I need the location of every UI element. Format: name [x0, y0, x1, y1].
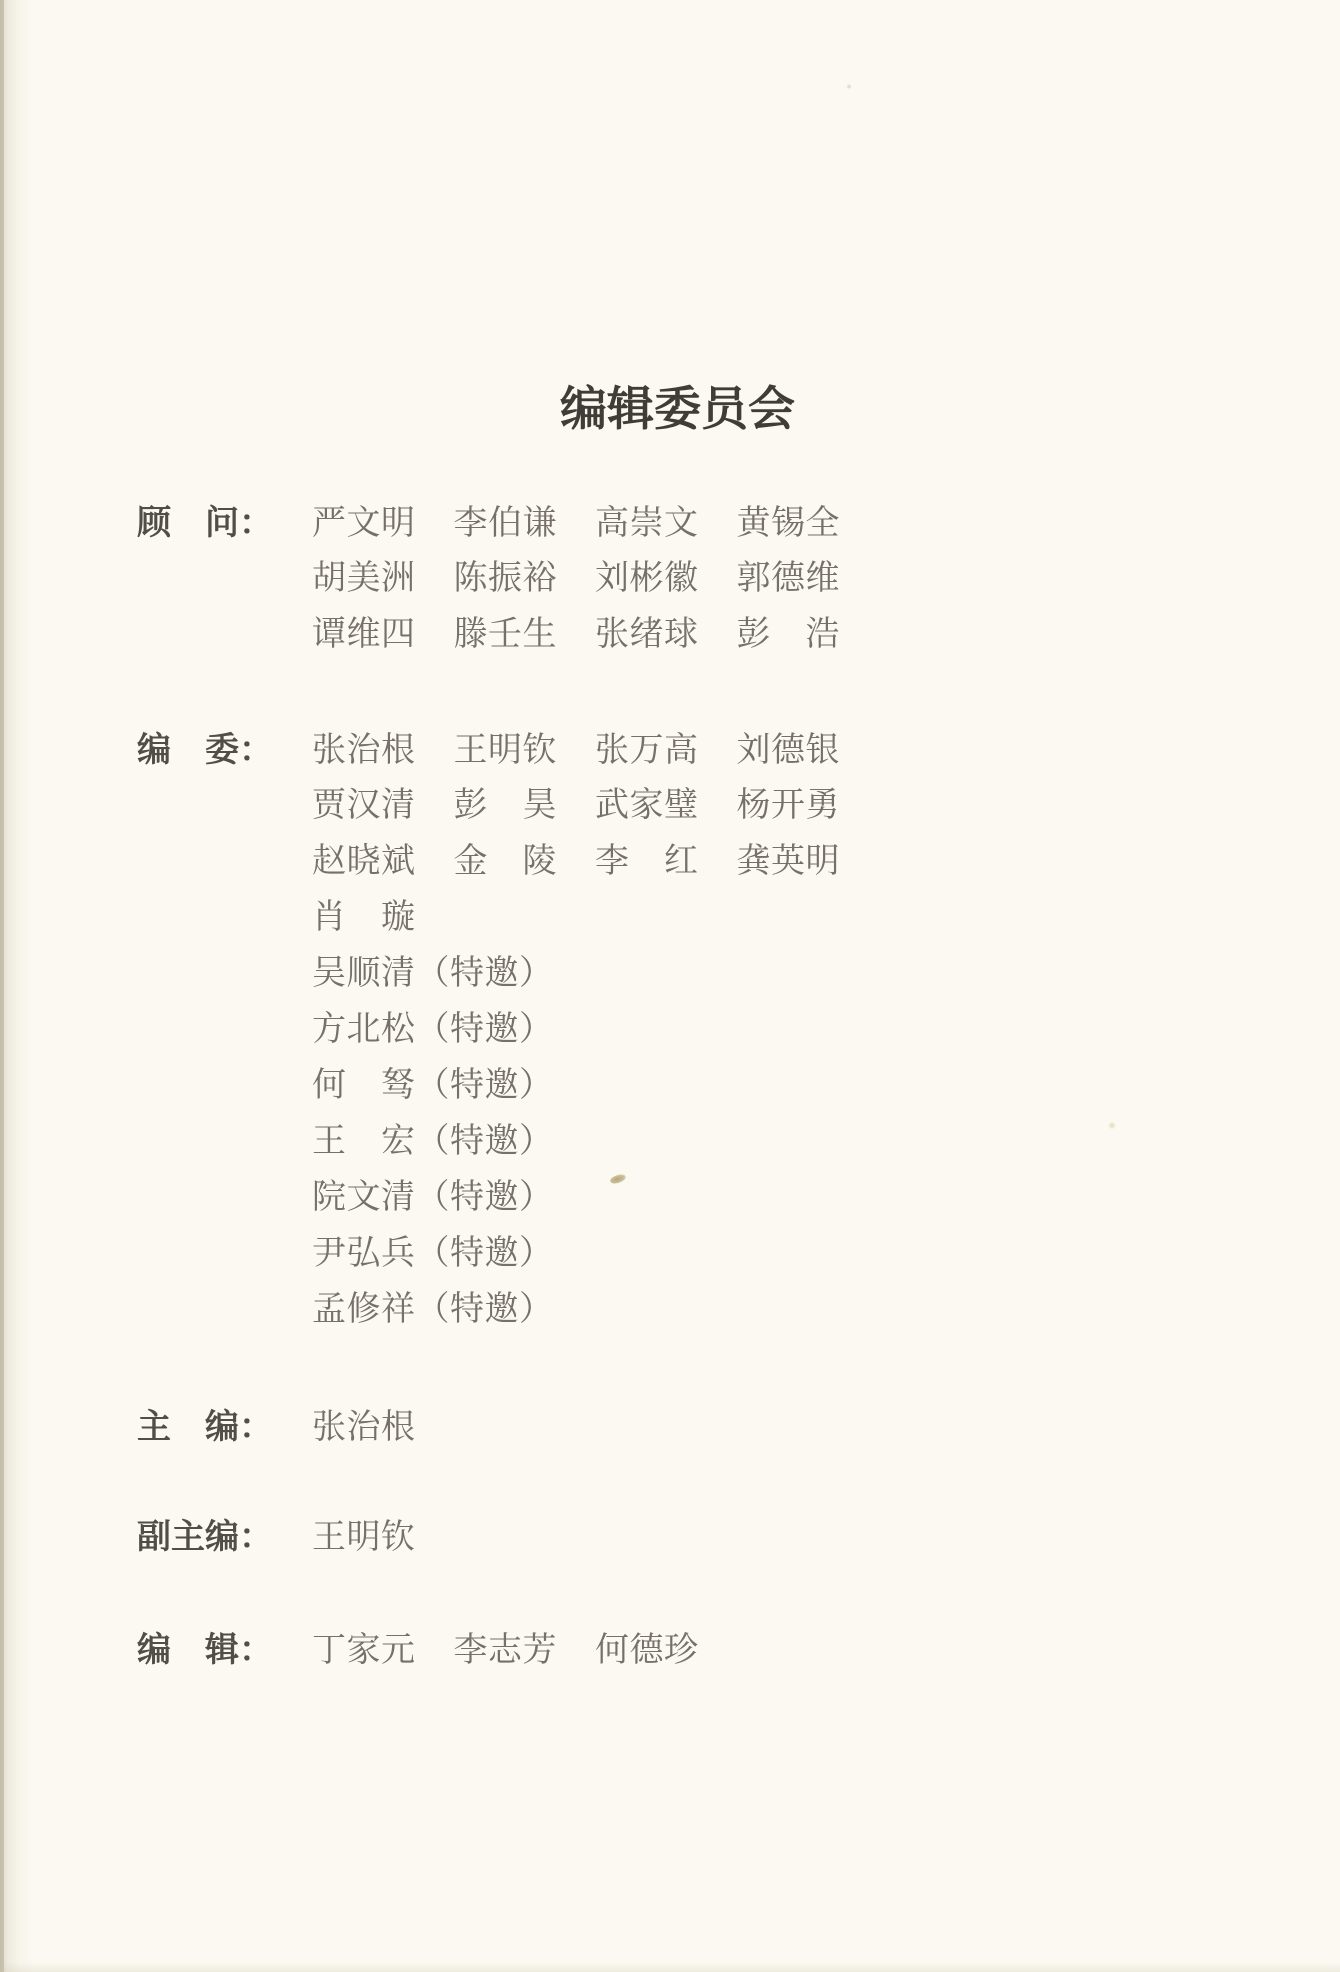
- scan-edge-shadow: [0, 0, 34, 1972]
- person-name: 肖 璇: [312, 899, 416, 936]
- chief-editor-section: [137, 1399, 416, 1455]
- deputy-editor-section: [137, 1509, 416, 1565]
- person-name: 彭 昊: [453, 787, 557, 824]
- committee-row: [137, 1509, 416, 1565]
- person-name: 赵晓斌: [312, 843, 416, 880]
- person-name: 滕壬生: [453, 616, 557, 653]
- advisors-section: [137, 495, 840, 663]
- committee-row: [137, 495, 840, 551]
- page-title: 编辑委员会: [560, 384, 795, 436]
- committee-row: [137, 551, 840, 607]
- committee-row: [137, 1622, 699, 1678]
- person-name: 金 陵: [453, 843, 557, 880]
- role-label-advisors: 顾 问：: [137, 504, 273, 542]
- editors-section: [137, 1622, 699, 1678]
- person-name: 张绪球: [595, 616, 699, 653]
- person-name: 刘彬徽: [595, 560, 699, 597]
- person-name: 王明钦: [312, 1519, 416, 1556]
- person-name: 王 宏（特邀）: [312, 1123, 554, 1160]
- person-name: 张治根: [312, 1409, 416, 1446]
- person-name: 杨开勇: [736, 787, 840, 824]
- person-name: 胡美洲: [312, 560, 416, 597]
- role-label-chief-editor: 主 编：: [137, 1408, 273, 1446]
- role-label-editors: 编 辑：: [137, 1631, 273, 1669]
- person-name: 院文清（特邀）: [312, 1179, 554, 1216]
- committee-row: [137, 1170, 840, 1226]
- committee-row: [137, 1282, 840, 1338]
- person-name: 龚英明: [736, 843, 840, 880]
- committee-row: [137, 1002, 840, 1058]
- person-name: 李 红: [595, 843, 699, 880]
- person-name: 高崇文: [595, 505, 699, 542]
- editorial-board-section: [137, 722, 840, 1338]
- person-name: 吴顺清（特邀）: [312, 955, 554, 992]
- person-name: 方北松（特邀）: [312, 1011, 554, 1048]
- role-label-deputy-editor: 副主编：: [137, 1518, 273, 1556]
- person-name: 郭德维: [736, 560, 840, 597]
- committee-row: [137, 722, 840, 778]
- person-name: 何德珍: [595, 1632, 699, 1669]
- person-name: 谭维四: [312, 616, 416, 653]
- person-name: 张治根: [312, 732, 416, 769]
- person-name: 丁家元: [312, 1632, 416, 1669]
- person-name: 严文明: [312, 505, 416, 542]
- committee-row: [137, 946, 840, 1002]
- person-name: 李志芳: [453, 1632, 557, 1669]
- person-name: 李伯谦: [453, 505, 557, 542]
- person-name: 何 驽（特邀）: [312, 1067, 554, 1104]
- scan-edge-bottom: [0, 1962, 1340, 1972]
- person-name: 孟修祥（特邀）: [312, 1291, 554, 1328]
- committee-row: [137, 1226, 840, 1282]
- committee-row: [137, 1058, 840, 1114]
- person-name: 黄锡全: [736, 505, 840, 542]
- person-name: 王明钦: [453, 732, 557, 769]
- scan-speck: [846, 84, 852, 89]
- person-name: 贾汉清: [312, 787, 416, 824]
- committee-row: [137, 890, 840, 946]
- scan-speck: [1108, 1122, 1116, 1129]
- committee-row: [137, 834, 840, 890]
- role-label-board: 编 委：: [137, 731, 273, 769]
- person-name: 武家璧: [595, 787, 699, 824]
- person-name: 张万高: [595, 732, 699, 769]
- committee-row: [137, 607, 840, 663]
- person-name: 彭 浩: [736, 616, 840, 653]
- person-name: 刘德银: [736, 732, 840, 769]
- person-name: 陈振裕: [453, 560, 557, 597]
- committee-row: [137, 1399, 416, 1455]
- person-name: 尹弘兵（特邀）: [312, 1235, 554, 1272]
- committee-row: [137, 778, 840, 834]
- scan-edge-line: [0, 0, 4, 1972]
- committee-row: [137, 1114, 840, 1170]
